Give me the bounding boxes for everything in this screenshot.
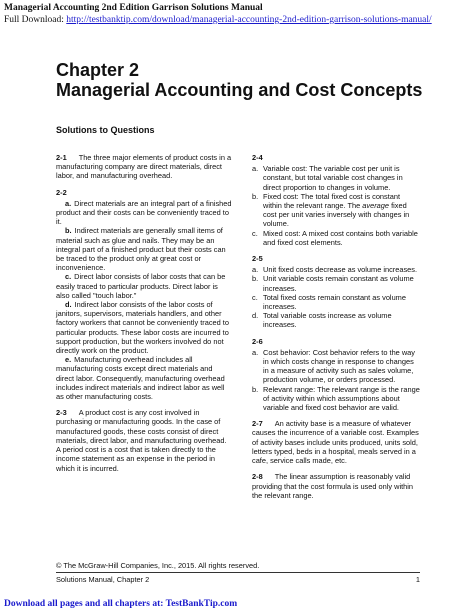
download-banner[interactable]: Download all pages and all chapters at: TestBankTip.com (4, 599, 238, 609)
item-text: Total fixed costs remain constant as volume increases. (263, 292, 406, 312)
item-tag: c. (252, 228, 258, 238)
item-text: Direct materials are an integral part of a finished product and their costs can be conveniently traced to it. (56, 198, 232, 227)
item-tag: c. (252, 292, 258, 302)
item-tag: b. (252, 384, 259, 394)
chapter-title: Managerial Accounting and Cost Concepts (56, 80, 423, 100)
item-text: Mixed cost: A mixed cost contains both variable and fixed cost elements. (263, 228, 418, 247)
answer-text: The three major elements of product costs in a manufacturing company are direct materials, direct labor, and manufacturing overhead. (56, 153, 232, 181)
question-number: 2-5 (252, 254, 263, 264)
question-2-3 (56, 408, 232, 472)
question-2-6 (252, 337, 420, 413)
item-tag: a. (252, 347, 259, 357)
item-tag: d. (252, 311, 259, 321)
answer-text: An activity base is a measure of whatever causes the incurrence of a variable cost. Examples of activity bases include units produced, units sold, letters typed, beds in a hospital, meals served in a cafe, service calls made, etc. (252, 419, 419, 466)
item-text: Cost behavior: Cost behavior refers to the way in which costs change in response to changes in a measure of activity such as sales volume, production volume, or orders processed. (263, 347, 415, 385)
question-2-7 (252, 419, 420, 465)
page-header (4, 2, 432, 26)
item-tag: c. (65, 272, 72, 282)
item-tag: b. (252, 191, 259, 201)
answer-item-b (252, 192, 420, 229)
item-text: Relevant range: The relevant range is the range of activity within which assumptions about variable and fixed cost behavior are valid. (263, 384, 420, 413)
item-text: Variable cost: The variable cost per unit is constant, but total variable cost changes in direct proportion to changes in volume. (263, 164, 403, 192)
question-2-1 (56, 153, 232, 181)
item-tag: d. (65, 300, 72, 310)
answer-item-c (56, 272, 232, 300)
question-2-8 (252, 472, 420, 500)
answer-item-e (56, 355, 232, 401)
answer-item-d (56, 300, 232, 355)
answer-item-a (252, 164, 420, 192)
question-number: 2-3 (56, 408, 67, 418)
left-column (56, 153, 232, 480)
chapter-label: Chapter 2 (56, 60, 140, 80)
item-tag: a. (65, 198, 72, 208)
answer-text: The linear assumption is reasonably valid providing that the cost formula is used only within the relevant range. (252, 472, 414, 500)
item-text: Unit fixed costs decrease as volume increases. (263, 265, 418, 275)
footer-rule (56, 572, 420, 573)
question-number: 2-2 (56, 187, 67, 197)
answer-item-a (252, 348, 420, 385)
item-text: Direct labor consists of labor costs that can be easily traced to particular products. Direct labor is also called "touch labor." (56, 272, 226, 300)
header-title: Managerial Accounting 2nd Edition Garrison Solutions Manual (4, 3, 263, 13)
question-number: 2-6 (252, 336, 263, 346)
question-number: 2-8 (252, 472, 263, 482)
answer-item-b (252, 385, 420, 413)
download-prefix: Full Download: (4, 15, 67, 25)
item-tag: a. (252, 265, 259, 275)
answer-item-b (252, 274, 420, 292)
item-tag: b. (252, 274, 259, 284)
page-number: 1 (415, 575, 420, 584)
chapter-heading (56, 60, 422, 100)
item-tag: b. (65, 226, 72, 236)
item-tag: e. (65, 355, 72, 365)
answer-item-c (252, 293, 420, 311)
item-text: Indirect labor consists of the labor costs of janitors, supervisors, materials handlers, and other factory workers that cannot be conveniently traced to particular products. These labor costs are incurred to support production, but the workers involved do not directly work on the product. (56, 300, 229, 356)
item-text: Fixed cost: The total fixed cost is constant within the relevant range. The average fixed cost per unit varies inversely with changes in volume. (263, 191, 410, 229)
item-text: Manufacturing overhead includes all manufacturing costs except direct materials and direct labor. Consequently, manufacturing overhead includes indirect materials and indirect labor as well as other manufacturing costs. (56, 355, 225, 402)
footer-label: Solutions Manual, Chapter 2 (56, 575, 150, 584)
answer-item-b (56, 226, 232, 272)
right-column (252, 153, 420, 507)
copyright-notice: © The McGraw-Hill Companies, Inc., 2015. All rights reserved. (56, 561, 260, 570)
item-text: Total variable costs increase as volume increases. (263, 311, 392, 330)
question-2-5 (252, 254, 420, 330)
download-link[interactable]: http://testbanktip.com/download/managerial-accounting-2nd-edition-garrison-solutions-manual/ (66, 15, 432, 25)
answer-item-a (56, 199, 232, 227)
header-download-line (4, 14, 432, 26)
question-2-2 (56, 188, 232, 402)
item-text: Unit variable costs remain constant as volume increases. (263, 274, 414, 293)
answer-item-c (252, 229, 420, 247)
answer-text: A product cost is any cost involved in purchasing or manufacturing goods. In the case of manufactured goods, these costs consist of direct materials, direct labor, and manufacturing overhead. A period cost is a cost that is taken directly to the income statement as an expense in the period in which it is incurred. (56, 408, 227, 473)
section-heading: Solutions to Questions (56, 125, 155, 135)
question-number: 2-4 (252, 153, 263, 162)
answer-item-d (252, 311, 420, 329)
item-tag: a. (252, 164, 259, 174)
question-number: 2-1 (56, 153, 67, 162)
item-text: Indirect materials are generally small items of material such as glue and nails. They may be an integral part of a finished product but their costs can be traced to the product only at great cost or inconvenience. (56, 226, 226, 273)
answer-item-a (252, 265, 420, 274)
question-2-4 (252, 153, 420, 247)
question-number: 2-7 (252, 419, 263, 429)
